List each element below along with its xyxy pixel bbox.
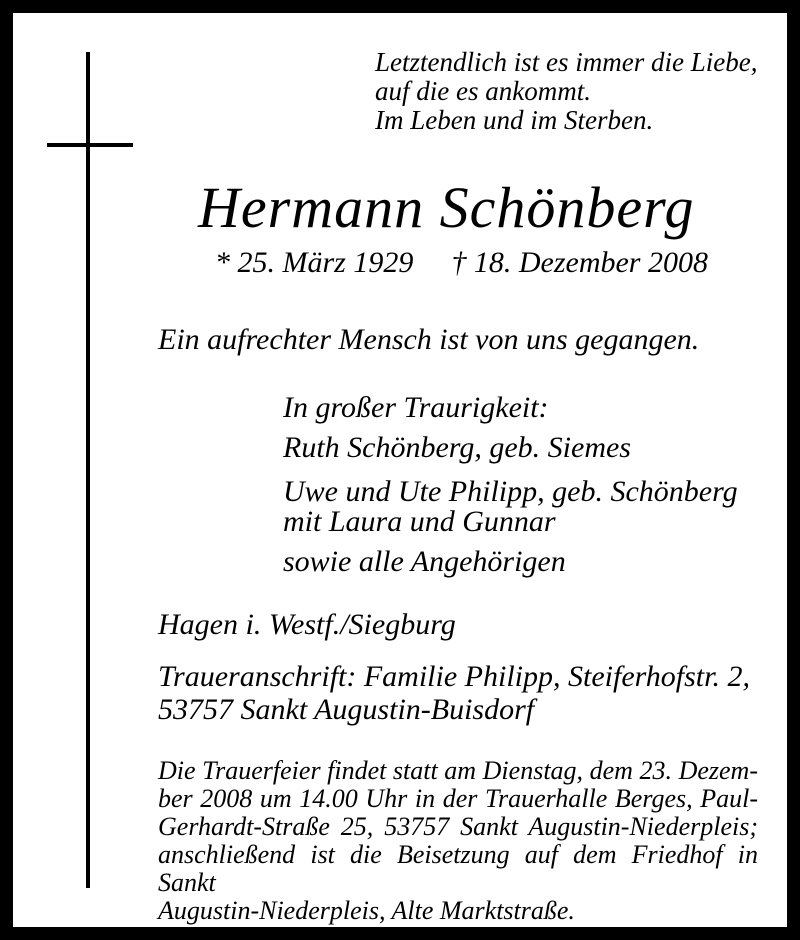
deceased-name: Hermann Schönberg bbox=[198, 175, 695, 240]
death-date: † 18. Dezember 2008 bbox=[451, 246, 708, 279]
epigraph-line-1: Letztendlich ist es immer die Liebe, bbox=[375, 47, 758, 77]
birth-date: * 25. März 1929 bbox=[215, 246, 414, 279]
epigraph bbox=[375, 48, 757, 135]
condolence-address bbox=[158, 660, 750, 726]
mourner-entry: sowie alle Angehörigen bbox=[283, 545, 566, 578]
mourners-intro: In großer Traurigkeit: bbox=[283, 391, 549, 424]
epigraph-line-3: Im Leben und im Sterben. bbox=[375, 105, 654, 135]
epigraph-line-2: auf die es ankommt. bbox=[375, 76, 591, 106]
mourner-entry: mit Laura und Gunnar bbox=[283, 505, 556, 538]
mourner-entry: Uwe und Ute Philipp, geb. Schönberg bbox=[283, 475, 738, 508]
cross-icon-bar bbox=[47, 143, 133, 147]
life-dates bbox=[215, 246, 708, 279]
funeral-details-paragraph bbox=[158, 757, 758, 925]
condolence-address-line-1: Traueranschrift: Familie Philipp, Steiferhofstr. 2, bbox=[158, 660, 750, 693]
tribute-line: Ein aufrechter Mensch ist von uns gegangen. bbox=[158, 323, 700, 356]
funeral-details-line: Gerhardt-Straße 25, 53757 Sankt Augustin-Niederpleis; bbox=[158, 812, 758, 841]
mourner-entry: Ruth Schönberg, geb. Siemes bbox=[283, 431, 631, 464]
funeral-details-line: ber 2008 um 14.00 Uhr in der Trauerhalle Berges, Paul- bbox=[158, 784, 758, 813]
funeral-details-line: Augustin-Niederpleis, Alte Marktstraße. bbox=[158, 896, 575, 925]
condolence-address-line-2: 53757 Sankt Augustin-Buisdorf bbox=[158, 693, 535, 726]
funeral-details-line: anschließend ist die Beisetzung auf dem Friedhof in Sankt bbox=[158, 840, 758, 897]
places-line: Hagen i. Westf./Siegburg bbox=[158, 608, 456, 641]
cross-icon bbox=[86, 52, 90, 888]
funeral-details-line: Die Trauerfeier findet statt am Dienstag, dem 23. Dezem- bbox=[158, 756, 758, 785]
